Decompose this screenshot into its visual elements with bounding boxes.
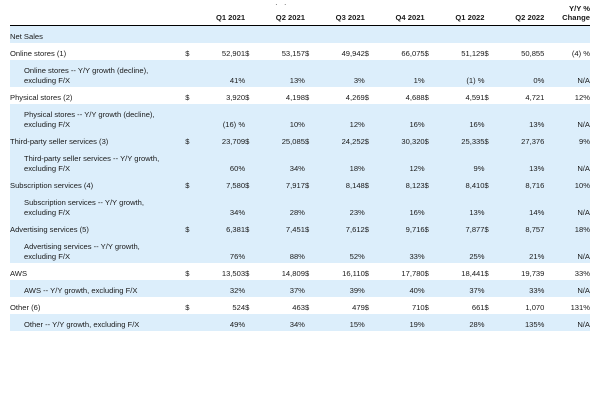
cell-value: 37% bbox=[435, 280, 485, 297]
header-currency-blank-4 bbox=[365, 4, 375, 25]
currency-symbol bbox=[245, 280, 255, 297]
yy-change-value: 10% bbox=[544, 175, 590, 192]
cell-value: 16% bbox=[375, 104, 425, 131]
currency-symbol bbox=[485, 280, 495, 297]
table-header bbox=[10, 4, 590, 25]
yy-change-value: 9% bbox=[544, 131, 590, 148]
header-currency-blank-2 bbox=[245, 4, 255, 25]
row-label bbox=[10, 60, 185, 87]
table-row bbox=[10, 148, 590, 175]
cell-value: 9,716 bbox=[375, 219, 425, 236]
currency-symbol bbox=[305, 60, 315, 87]
cell-value: 52,901 bbox=[221, 49, 246, 59]
table-row bbox=[10, 297, 590, 314]
cell-value: 8,716 bbox=[494, 175, 544, 192]
yy-change-value: N/A bbox=[544, 192, 590, 219]
currency-symbol bbox=[245, 60, 255, 87]
header-currency-blank-5 bbox=[425, 4, 435, 25]
row-label-line2: excluding F/X bbox=[24, 252, 71, 262]
currency-symbol: $ bbox=[185, 269, 190, 279]
currency-symbol bbox=[485, 60, 495, 87]
cell-value: 17,780 bbox=[401, 269, 425, 279]
currency-symbol bbox=[305, 314, 315, 331]
table-row bbox=[10, 314, 590, 331]
row-label-line1: Third-party seller services -- Y/Y growth, bbox=[24, 154, 160, 164]
cell-value: 0% bbox=[494, 60, 544, 87]
yy-change-value: N/A bbox=[544, 314, 590, 331]
cell-value: 25,335 bbox=[435, 131, 485, 148]
cell-value: 76% bbox=[195, 236, 245, 263]
cell-value: 8,410 bbox=[435, 175, 485, 192]
currency-symbol: $ bbox=[245, 219, 255, 236]
currency-symbol: $ bbox=[365, 175, 375, 192]
currency-symbol bbox=[245, 236, 255, 263]
cell-value: 3,920 bbox=[226, 93, 246, 103]
row-label bbox=[10, 236, 185, 263]
currency-symbol bbox=[305, 148, 315, 175]
row-label bbox=[10, 192, 185, 219]
currency-symbol bbox=[185, 236, 195, 263]
cell-value: 30,320 bbox=[375, 131, 425, 148]
cell-value: 4,721 bbox=[525, 93, 545, 103]
cell-value: 1,070 bbox=[525, 303, 545, 313]
currency-symbol bbox=[305, 280, 315, 297]
cell-value: 13% bbox=[494, 104, 544, 131]
cell-value: 39% bbox=[315, 280, 365, 297]
cell-value: 33% bbox=[375, 236, 425, 263]
cell-value: 4,688 bbox=[405, 93, 425, 103]
cell-value: 4,591 bbox=[465, 93, 485, 103]
cell-value: 66,075 bbox=[401, 49, 425, 59]
column-header-q2-2022: Q2 2022 bbox=[494, 4, 544, 25]
cell-value: 8,148 bbox=[315, 175, 365, 192]
column-header-q1-2022: Q1 2022 bbox=[435, 4, 485, 25]
row-label: Other -- Y/Y growth, excluding F/X bbox=[10, 314, 185, 331]
section-blank-4 bbox=[255, 25, 305, 43]
currency-symbol: $ bbox=[424, 303, 429, 313]
table-row bbox=[10, 280, 590, 297]
row-label: Third-party seller services (3) bbox=[10, 131, 185, 148]
currency-symbol: $ bbox=[424, 269, 429, 279]
currency-symbol bbox=[425, 280, 435, 297]
header-currency-blank-6 bbox=[485, 4, 495, 25]
currency-symbol: $ bbox=[364, 303, 370, 313]
cell-value: 7,612 bbox=[315, 219, 365, 236]
currency-symbol: $ bbox=[484, 93, 489, 103]
header-label-blank bbox=[10, 4, 185, 25]
cell-value: 13% bbox=[435, 192, 485, 219]
cell-value: 15% bbox=[315, 314, 365, 331]
cell-value: 7,877 bbox=[435, 219, 485, 236]
cell-value: 8,757 bbox=[494, 219, 544, 236]
section-row-net-sales bbox=[10, 25, 590, 43]
yy-change-value: 33% bbox=[574, 269, 590, 279]
header-currency-blank-1 bbox=[185, 4, 195, 25]
section-blank-5 bbox=[305, 25, 315, 43]
currency-symbol bbox=[365, 314, 375, 331]
cell-value: 28% bbox=[435, 314, 485, 331]
currency-symbol: $ bbox=[305, 131, 315, 148]
cell-value: 49% bbox=[195, 314, 245, 331]
currency-symbol: $ bbox=[185, 49, 190, 59]
currency-symbol: $ bbox=[185, 93, 190, 103]
cell-value: 32% bbox=[195, 280, 245, 297]
cell-value: 51,129 bbox=[461, 49, 485, 59]
yy-header-line1: Y/Y % bbox=[569, 4, 590, 13]
table-row bbox=[10, 192, 590, 219]
cell-value: 88% bbox=[255, 236, 305, 263]
row-label-line2: excluding F/X bbox=[24, 76, 71, 86]
currency-symbol bbox=[245, 192, 255, 219]
cell-value: 60% bbox=[195, 148, 245, 175]
currency-symbol bbox=[365, 192, 375, 219]
currency-symbol bbox=[185, 280, 195, 297]
currency-symbol: $ bbox=[304, 303, 310, 313]
cell-value: 10% bbox=[255, 104, 305, 131]
currency-symbol bbox=[425, 60, 435, 87]
yy-change-value: N/A bbox=[544, 60, 590, 87]
currency-symbol: $ bbox=[245, 303, 250, 313]
cell-value: 25,085 bbox=[255, 131, 305, 148]
cell-value: 21% bbox=[494, 236, 544, 263]
currency-symbol: $ bbox=[364, 269, 370, 279]
table-row bbox=[10, 236, 590, 263]
row-label bbox=[10, 104, 185, 131]
currency-symbol: $ bbox=[304, 93, 310, 103]
cell-value: 19% bbox=[375, 314, 425, 331]
header-currency-blank-3 bbox=[305, 4, 315, 25]
cell-value: 34% bbox=[195, 192, 245, 219]
cell-value: 49,942 bbox=[341, 49, 365, 59]
cell-value: 34% bbox=[255, 148, 305, 175]
cell-value: 16,110 bbox=[342, 269, 365, 279]
yy-change-value: 12% bbox=[574, 93, 590, 103]
row-label-line2: excluding F/X bbox=[24, 208, 71, 218]
currency-symbol bbox=[305, 236, 315, 263]
row-label bbox=[10, 148, 185, 175]
currency-symbol bbox=[485, 314, 495, 331]
currency-symbol: $ bbox=[484, 49, 489, 59]
cell-value: 135% bbox=[494, 314, 544, 331]
cell-value: 33% bbox=[494, 280, 544, 297]
currency-symbol: $ bbox=[364, 49, 370, 59]
currency-symbol bbox=[185, 314, 195, 331]
row-label: Online stores (1) bbox=[10, 49, 67, 59]
currency-symbol bbox=[365, 280, 375, 297]
currency-symbol: $ bbox=[185, 131, 195, 148]
cell-value: 13% bbox=[255, 60, 305, 87]
table-row bbox=[10, 263, 590, 280]
cell-value: 18% bbox=[315, 148, 365, 175]
currency-symbol: $ bbox=[185, 219, 195, 236]
currency-symbol bbox=[185, 192, 195, 219]
table-row bbox=[10, 43, 590, 60]
section-blank-1 bbox=[185, 25, 195, 43]
cell-value: 50,855 bbox=[521, 49, 545, 59]
currency-symbol bbox=[245, 104, 255, 131]
row-label: AWS bbox=[10, 269, 28, 279]
section-blank-13 bbox=[544, 25, 590, 43]
currency-symbol: $ bbox=[424, 93, 429, 103]
cell-value: 23% bbox=[315, 192, 365, 219]
cell-value: 52% bbox=[315, 236, 365, 263]
currency-symbol bbox=[425, 104, 435, 131]
cell-value: 19,739 bbox=[521, 269, 545, 279]
cell-value: 40% bbox=[375, 280, 425, 297]
cell-value: 1% bbox=[375, 60, 425, 87]
currency-symbol: $ bbox=[485, 219, 495, 236]
row-label: Subscription services (4) bbox=[10, 175, 185, 192]
cell-value: 16% bbox=[435, 104, 485, 131]
currency-symbol bbox=[485, 148, 495, 175]
currency-symbol: $ bbox=[425, 131, 435, 148]
cell-value: (1) % bbox=[435, 60, 485, 87]
currency-symbol: $ bbox=[245, 49, 250, 59]
currency-symbol bbox=[365, 236, 375, 263]
cell-value: 37% bbox=[255, 280, 305, 297]
currency-symbol: $ bbox=[185, 175, 195, 192]
currency-symbol: $ bbox=[185, 303, 190, 313]
section-blank-11 bbox=[485, 25, 495, 43]
column-header-q3-2021: Q3 2021 bbox=[315, 4, 365, 25]
cell-value: 12% bbox=[375, 148, 425, 175]
cell-value: 13% bbox=[494, 148, 544, 175]
row-label: Advertising services (5) bbox=[10, 219, 185, 236]
cell-value: 34% bbox=[255, 314, 305, 331]
cell-value: 24,252 bbox=[315, 131, 365, 148]
currency-symbol: $ bbox=[485, 175, 495, 192]
cell-value: 14,809 bbox=[281, 269, 305, 279]
currency-symbol: $ bbox=[364, 93, 370, 103]
column-header-q1-2021: Q1 2021 bbox=[195, 4, 245, 25]
cell-value: 41% bbox=[195, 60, 245, 87]
net-sales-table bbox=[10, 4, 590, 331]
top-marker: · · bbox=[275, 0, 289, 9]
row-label: AWS -- Y/Y growth, excluding F/X bbox=[10, 280, 185, 297]
currency-symbol bbox=[185, 60, 195, 87]
section-blank-10 bbox=[435, 25, 485, 43]
table-body bbox=[10, 25, 590, 331]
column-header-q2-2021: Q2 2021 bbox=[255, 4, 305, 25]
row-label: Physical stores (2) bbox=[10, 93, 73, 103]
currency-symbol bbox=[305, 104, 315, 131]
cell-value: 4,198 bbox=[285, 93, 305, 103]
yy-change-value: N/A bbox=[544, 104, 590, 131]
section-blank-12 bbox=[494, 25, 544, 43]
cell-value: 27,376 bbox=[494, 131, 544, 148]
currency-symbol: $ bbox=[245, 131, 255, 148]
currency-symbol bbox=[365, 104, 375, 131]
table-row bbox=[10, 219, 590, 236]
cell-value: (16) % bbox=[195, 104, 245, 131]
currency-symbol bbox=[365, 148, 375, 175]
currency-symbol bbox=[425, 236, 435, 263]
cell-value: 463 bbox=[292, 303, 305, 313]
currency-symbol: $ bbox=[245, 93, 250, 103]
cell-value: 13,503 bbox=[221, 269, 246, 279]
currency-symbol bbox=[365, 60, 375, 87]
currency-symbol bbox=[185, 148, 195, 175]
table-row bbox=[10, 104, 590, 131]
currency-symbol: $ bbox=[485, 131, 495, 148]
section-blank-6 bbox=[315, 25, 365, 43]
cell-value: 3% bbox=[315, 60, 365, 87]
cell-value: 16% bbox=[375, 192, 425, 219]
row-label-line2: excluding F/X bbox=[24, 120, 71, 130]
column-header-q4-2021: Q4 2021 bbox=[375, 4, 425, 25]
currency-symbol: $ bbox=[245, 175, 255, 192]
cell-value: 6,381 bbox=[195, 219, 245, 236]
currency-symbol bbox=[305, 192, 315, 219]
cell-value: 7,580 bbox=[195, 175, 245, 192]
currency-symbol: $ bbox=[425, 219, 435, 236]
currency-symbol: $ bbox=[245, 269, 250, 279]
row-label-line1: Subscription services -- Y/Y growth, bbox=[24, 198, 145, 208]
yy-change-value: (4) % bbox=[571, 49, 590, 59]
currency-symbol: $ bbox=[484, 303, 489, 313]
cell-value: 7,451 bbox=[255, 219, 305, 236]
currency-symbol: $ bbox=[304, 49, 310, 59]
cell-value: 4,269 bbox=[345, 93, 365, 103]
section-blank-9 bbox=[425, 25, 435, 43]
currency-symbol: $ bbox=[305, 219, 315, 236]
column-header-yy-change bbox=[544, 4, 590, 25]
yy-change-value: N/A bbox=[544, 148, 590, 175]
cell-value: 23,709 bbox=[195, 131, 245, 148]
currency-symbol bbox=[485, 104, 495, 131]
section-blank-7 bbox=[365, 25, 375, 43]
cell-value: 524 bbox=[232, 303, 246, 313]
cell-value: 661 bbox=[471, 303, 485, 313]
cell-value: 12% bbox=[315, 104, 365, 131]
section-blank-3 bbox=[245, 25, 255, 43]
section-title: Net Sales bbox=[10, 25, 185, 43]
row-label-line2: excluding F/X bbox=[24, 164, 71, 174]
cell-value: 53,157 bbox=[281, 49, 305, 59]
table-row bbox=[10, 60, 590, 87]
cell-value: 25% bbox=[435, 236, 485, 263]
cell-value: 710 bbox=[411, 303, 425, 313]
cell-value: 8,123 bbox=[375, 175, 425, 192]
row-label-line1: Physical stores -- Y/Y growth (decline), bbox=[24, 110, 155, 120]
currency-symbol: $ bbox=[424, 49, 429, 59]
yy-header-line2: Change bbox=[562, 13, 590, 23]
currency-symbol bbox=[245, 148, 255, 175]
currency-symbol bbox=[425, 314, 435, 331]
table-row bbox=[10, 175, 590, 192]
currency-symbol: $ bbox=[484, 269, 489, 279]
cell-value: 7,917 bbox=[255, 175, 305, 192]
yy-change-value: 18% bbox=[544, 219, 590, 236]
currency-symbol: $ bbox=[425, 175, 435, 192]
row-label-line1: Advertising services -- Y/Y growth, bbox=[24, 242, 140, 252]
currency-symbol bbox=[485, 192, 495, 219]
currency-symbol bbox=[425, 192, 435, 219]
section-blank-8 bbox=[375, 25, 425, 43]
currency-symbol: $ bbox=[305, 175, 315, 192]
cell-value: 9% bbox=[435, 148, 485, 175]
table-row bbox=[10, 131, 590, 148]
cell-value: 28% bbox=[255, 192, 305, 219]
yy-change-value: N/A bbox=[544, 236, 590, 263]
row-label: Other (6) bbox=[10, 303, 41, 313]
currency-symbol: $ bbox=[365, 219, 375, 236]
table-row bbox=[10, 87, 590, 104]
cell-value: 14% bbox=[494, 192, 544, 219]
yy-change-value: N/A bbox=[544, 280, 590, 297]
currency-symbol: $ bbox=[365, 131, 375, 148]
cell-value: 479 bbox=[352, 303, 365, 313]
currency-symbol bbox=[485, 236, 495, 263]
yy-change-value: 131% bbox=[570, 303, 590, 313]
row-label-line1: Online stores -- Y/Y growth (decline), bbox=[24, 66, 149, 76]
section-blank-2 bbox=[195, 25, 245, 43]
currency-symbol bbox=[245, 314, 255, 331]
currency-symbol bbox=[185, 104, 195, 131]
currency-symbol: $ bbox=[304, 269, 310, 279]
currency-symbol bbox=[425, 148, 435, 175]
cell-value: 18,441 bbox=[461, 269, 485, 279]
